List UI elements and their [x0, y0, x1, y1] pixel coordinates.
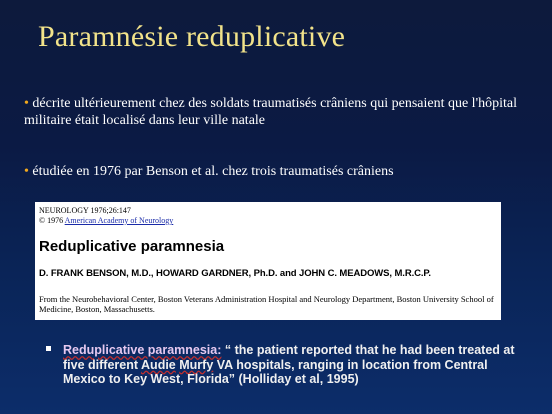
article-affiliation: From the Neurobehavioral Center, Boston Veterans Administration Hospital and Neurology Department, Boston University School of Medicine, Boston, Massachusetts. [39, 294, 494, 314]
bullet-dot: • [24, 96, 29, 111]
copyright-line [39, 216, 173, 226]
bullet-item [24, 163, 529, 180]
quote-part: “ the patient reported that he had been treated at five different [63, 343, 515, 372]
article-header-image [35, 202, 501, 320]
copyright-prefix: © 1976 [39, 216, 65, 225]
article-title: Reduplicative paramnesia [39, 238, 225, 255]
article-authors: D. FRANK BENSON, M.D., HOWARD GARDNER, Ph.D. and JOHN C. MEADOWS, M.R.C.P. [39, 268, 431, 279]
quote-name-last: Murfy [179, 357, 214, 372]
bullet-text: étudiée en 1976 par Benson et al. chez trois traumatisés crâniens [32, 164, 394, 179]
slide-title: Paramnésie reduplicative [38, 20, 346, 53]
bullet-item [24, 95, 529, 129]
publisher-link[interactable]: American Academy of Neurology [64, 216, 174, 225]
bullet-dot: • [24, 164, 29, 179]
quote-bullet [46, 343, 516, 386]
quote-term: Reduplicative paramnesia: [63, 343, 222, 357]
square-bullet-icon [46, 346, 51, 351]
quote-name-first: Audie [141, 357, 176, 372]
journal-citation: NEUROLOGY 1976;26:147 [39, 206, 131, 215]
quote-text [63, 343, 518, 387]
bullet-text: décrite ultérieurement chez des soldats traumatisés crâniens qui pensaient que l'hôpital militaire était localisé dans leur ville natale [24, 96, 517, 128]
quote-part: VA hospitals, ranging in location from Central Mexico to Key West, Florida” (Holliday et al, 1995) [63, 357, 488, 386]
